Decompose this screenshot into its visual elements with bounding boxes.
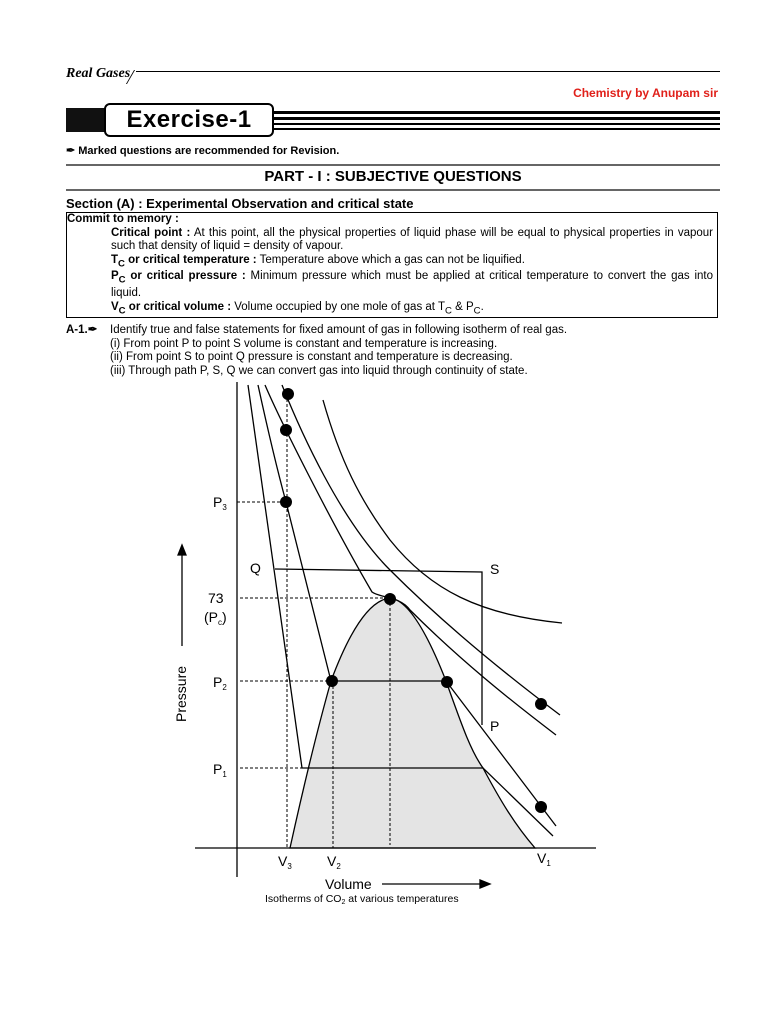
- subscript: C: [118, 257, 125, 269]
- definition: Minimum pressure which must be applied at critical temperature to convert the gas into liquid.: [111, 270, 713, 300]
- p-label: P: [490, 718, 500, 734]
- term: or critical pressure :: [125, 270, 246, 283]
- v3-label: $V_3$: [278, 853, 292, 871]
- subscript: C: [473, 304, 481, 316]
- term: P: [111, 270, 119, 283]
- v1-label: $V_1$: [537, 850, 551, 868]
- statement: (ii) From point S to point Q pressure is constant and temperature is decreasing.: [110, 351, 513, 363]
- diagram-caption: Isotherms of CO2 at various temperatures: [265, 893, 459, 906]
- data-point: [535, 801, 547, 813]
- revision-note: ✒ Marked questions are recommended for Revision.: [66, 145, 340, 157]
- pc-value-label: 73: [208, 590, 224, 606]
- data-point: [280, 424, 292, 436]
- term: T: [111, 253, 119, 266]
- data-point: [326, 675, 338, 687]
- definition: At this point, all the physical properties of liquid phase will be equal to physical properties in vapour such that density of liquid = density of vapour.: [111, 226, 713, 252]
- data-point: [282, 388, 294, 400]
- x-axis-label: Volume: [325, 876, 372, 892]
- term: or critical temperature :: [124, 253, 257, 266]
- definition: Volume occupied by one mole of gas at T: [231, 300, 445, 313]
- y-axis-label: Pressure: [173, 665, 189, 722]
- p3-label: $P_3$: [213, 494, 227, 512]
- question-stem: Identify true and false statements for fixed amount of gas in following isotherm of real gas.: [110, 324, 568, 336]
- q-label: Q: [250, 560, 261, 576]
- term: Critical point :: [111, 226, 191, 239]
- subscript: C: [118, 304, 126, 316]
- data-point: [535, 698, 547, 710]
- isotherm-t5: [323, 400, 562, 623]
- s-label: S: [490, 561, 500, 577]
- question-number: A-1.✒: [66, 324, 98, 336]
- data-point: [441, 676, 453, 688]
- pc-label: $(P_c)$: [204, 609, 227, 627]
- term: or critical volume :: [125, 300, 232, 313]
- arrow-head-icon: [480, 880, 490, 888]
- definition: Temperature above which a gas can not be liquified.: [256, 253, 525, 266]
- v2-label: $V_2$: [327, 853, 341, 871]
- chapter-title: Real Gases: [66, 66, 131, 81]
- definition: & P: [451, 300, 474, 313]
- data-point: [280, 496, 292, 508]
- exercise-title: Exercise-1: [104, 103, 274, 137]
- memo-heading: Commit to memory :: [67, 213, 179, 225]
- section-title: Section (A) : Experimental Observation and critical state: [66, 196, 414, 211]
- p2-label: $P_2$: [213, 674, 227, 692]
- part-title: PART - I : SUBJECTIVE QUESTIONS: [264, 168, 522, 185]
- term: V: [111, 300, 119, 313]
- subscript: C: [118, 274, 126, 286]
- statement: (i) From point P to point S volume is constant and temperature is increasing.: [110, 337, 498, 350]
- brand-text: Chemistry by Anupam sir: [573, 86, 718, 100]
- p1-label: $P_1$: [213, 761, 227, 779]
- definition: .: [480, 300, 484, 313]
- subscript: C: [445, 304, 452, 316]
- arrow-head-icon: [178, 545, 186, 555]
- statement: (iii) Through path P, S, Q we can convert gas into liquid through continuity of state.: [110, 364, 528, 377]
- critical-point: [384, 593, 396, 605]
